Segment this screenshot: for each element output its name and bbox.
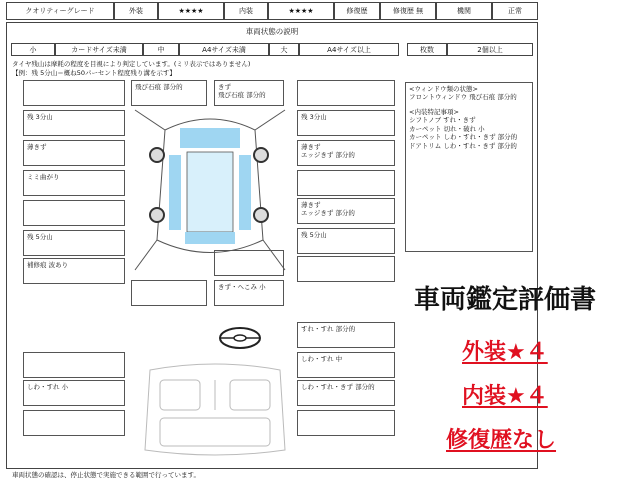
damage-box-rear-left	[131, 280, 207, 306]
interior-box-right-1: すれ・すれ 部分的	[297, 322, 395, 348]
appraisal-repair: 修復歴なし	[446, 428, 557, 453]
rear-window	[185, 232, 235, 244]
damage-box-right-tire-front: 残 3分山	[297, 110, 395, 136]
repair-value: 修復歴 無	[380, 2, 436, 20]
window-state-title: <ウィンドウ類の状態>	[409, 85, 479, 93]
interior-box-left-1	[23, 352, 125, 378]
damage-box-right-tire-rear: 残 5分山	[297, 228, 395, 254]
damage-box-left-tire-rear: 残 5分山	[23, 230, 125, 256]
interior-seat-diagram	[140, 360, 290, 460]
damage-box-right-quarter	[297, 256, 395, 282]
appraisal-exterior: 外装★４	[462, 340, 548, 365]
form-title: 車両状態の説明	[245, 27, 299, 36]
damage-box-left-fender: 薄きず	[23, 140, 125, 166]
exterior-label: 外装	[114, 2, 158, 20]
scale-medium-desc: A4サイズ未満	[179, 43, 269, 56]
interior-special-1: シフトノブ すれ・きず	[409, 116, 476, 125]
damage-box-front-center: 飛び石痕 部分的	[131, 80, 207, 106]
interior-box-right-4	[297, 410, 395, 436]
damage-box-rear-center: きず・へこみ 小	[214, 280, 284, 306]
scale-small-desc: カードサイズ未満	[55, 43, 143, 56]
tire-note: タイヤ残山は摩耗の程度を目視により判定しています。(ミリ表示ではありません)	[12, 60, 251, 68]
window-state-line: フロントウィンドウ 飛び石痕 部分的	[409, 93, 517, 102]
car-top-view	[125, 100, 295, 280]
repair-label: 修復歴	[334, 2, 380, 20]
interior-special-title: <内装特記事項>	[409, 107, 459, 116]
left-windows	[169, 155, 181, 230]
appraisal-heading: 車両鑑定評価書	[414, 285, 597, 315]
engine-value: 正常	[492, 2, 538, 20]
footer-note: 車両状態の確認は、停止状態で実施できる範囲で行っています。	[12, 471, 200, 479]
interior-box-right-3: しわ・すれ・きず 部分的	[297, 380, 395, 406]
quality-grade-label: クオリティーグレード	[6, 2, 114, 20]
interior-stars: ★★★★	[268, 2, 334, 20]
interior-special-3: カーペット しわ・すれ・きず 部分的	[409, 133, 518, 142]
interior-box-right-2: しわ・すれ 中	[297, 352, 395, 378]
roof	[187, 152, 233, 232]
steering-wheel-icon	[218, 326, 262, 350]
damage-box-front-right: きず 飛び石痕 部分的	[214, 80, 284, 106]
count-label: 枚数	[407, 43, 447, 56]
damage-box-right-door-front	[297, 170, 395, 196]
tire-front-right	[254, 148, 268, 162]
damage-box-left-quarter: 補修痕 波あり	[23, 258, 125, 284]
interior-label: 内装	[224, 2, 268, 20]
windshield	[180, 128, 240, 148]
tire-front-left	[150, 148, 164, 162]
engine-label: 機関	[436, 2, 492, 20]
damage-box-front-left	[23, 80, 125, 106]
scale-medium: 中	[143, 43, 179, 56]
appraisal-interior: 内装★４	[462, 384, 548, 409]
interior-special-4: ドアトリム しわ・すれ・きず 部分的	[409, 141, 517, 150]
count-value: 2個以上	[447, 43, 533, 56]
window-notes-panel	[405, 82, 533, 252]
scale-small: 小	[11, 43, 55, 56]
exterior-stars: ★★★★	[158, 2, 224, 20]
scale-large: 大	[269, 43, 299, 56]
interior-box-left-3	[23, 410, 125, 436]
tire-rear-right	[254, 208, 268, 222]
damage-box-left-door-rear	[23, 200, 125, 226]
interior-special-2: カーペット 切れ・破れ 小	[409, 124, 485, 133]
tire-rear-left	[150, 208, 164, 222]
right-windows	[239, 155, 251, 230]
damage-box-right-a	[297, 80, 395, 106]
interior-box-left-2: しわ・すれ 小	[23, 380, 125, 406]
tire-example: 【例：残 5分山＝概ね50パーセント程度残り溝を示す】	[12, 69, 176, 77]
damage-box-left-tire-front: 残 3分山	[23, 110, 125, 136]
damage-box-right-door-rear: 薄きず エッジきず 部分的	[297, 198, 395, 224]
scale-large-desc: A4サイズ以上	[299, 43, 399, 56]
damage-box-left-door-front: ミミ曲がり	[23, 170, 125, 196]
damage-box-right-fender: 薄きず エッジきず 部分的	[297, 140, 395, 166]
